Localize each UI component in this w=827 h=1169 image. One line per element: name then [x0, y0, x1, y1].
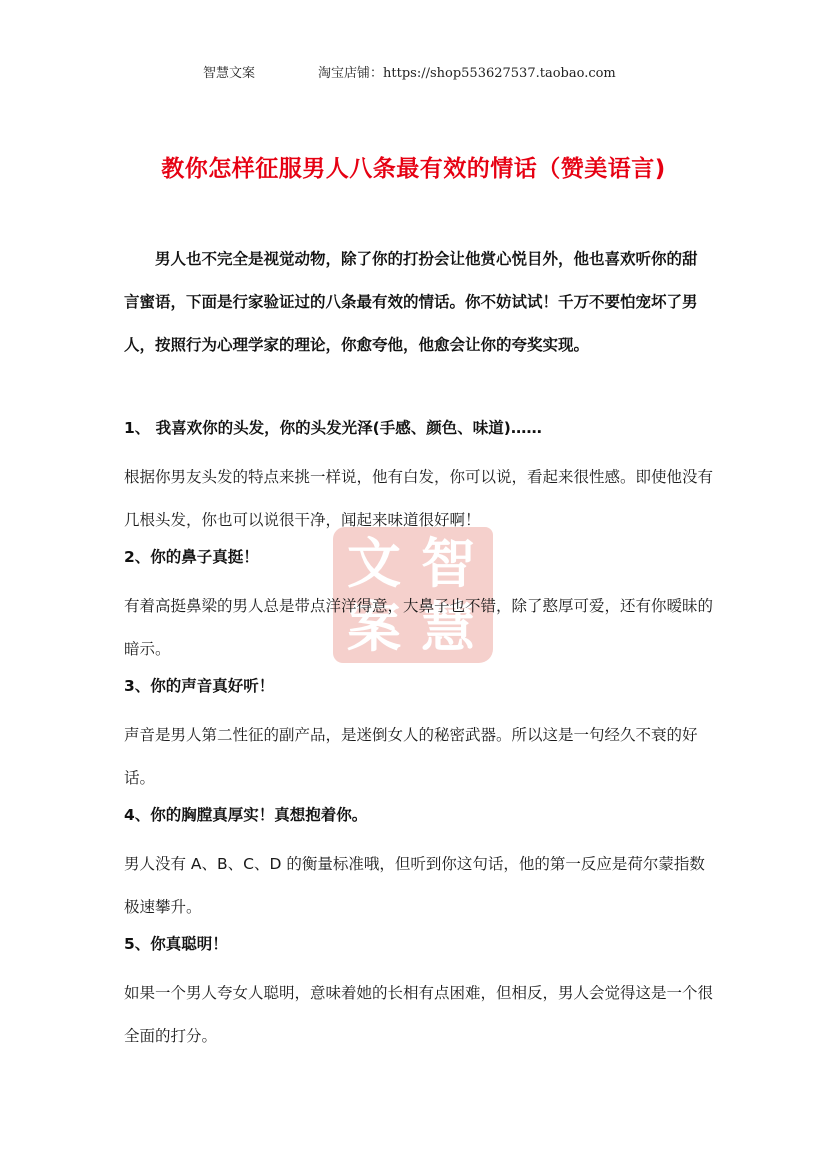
section-item: [124, 671, 714, 800]
section-body: 如果一个男人夸女人聪明，意味着她的长相有点困难，但相反，男人会觉得这是一个很全面的打分。: [124, 984, 714, 1045]
section-item: [124, 542, 714, 671]
section-heading: 3、你的声音真好听！: [124, 677, 275, 695]
seal-char: 慧: [421, 595, 475, 659]
section-heading: 1、 我喜欢你的头发，你的头发光泽(手感、颜色、味道)……: [124, 419, 542, 437]
document-title: 教你怎样征服男人八条最有效的情话（赞美语言): [161, 156, 666, 182]
section-item: [124, 800, 714, 929]
section-body: 声音是男人第二性征的副产品，是迷倒女人的秘密武器。所以这是一句经久不衰的好话。: [124, 726, 698, 787]
section-body: 根据你男友头发的特点来挑一样说，他有白发，你可以说，看起来很性感。即使他没有几根头发，你也可以说很干净，闻起来味道很好啊！: [124, 468, 714, 529]
header-brand: 智慧文案: [203, 66, 256, 81]
section-heading: 2、你的鼻子真挺！: [124, 548, 259, 566]
header-shop-link: 淘宝店铺：https://shop553627537.taobao.com: [318, 66, 616, 81]
intro-paragraph: 男人也不完全是视觉动物，除了你的打扮会让他赏心悦目外，他也喜欢听你的甜言蜜语，下面是行家验证过的八条最有效的情话。你不妨试试！千万不要怕宠坏了男人，按照行为心理学家的理论，你愈夸他，他愈会让你的夸奖实现。: [124, 250, 698, 354]
section-heading: 5、你真聪明！: [124, 935, 228, 953]
section-item: [124, 413, 714, 542]
seal-char: 文: [347, 531, 401, 595]
page-header: [0, 62, 827, 82]
section-heading: 4、你的胸膛真厚实！真想抱着你。: [124, 806, 368, 824]
section-item: [124, 929, 714, 1058]
seal-char: 智: [421, 531, 475, 595]
section-body: 男人没有 A、B、C、D 的衡量标准哦，但听到你这句话，他的第一反应是荷尔蒙指数极速攀升。: [124, 855, 705, 916]
section-body: 有着高挺鼻梁的男人总是带点洋洋得意，大鼻子也不错，除了憨厚可爱，还有你暧昧的暗示。: [124, 597, 714, 658]
sections-list: [124, 413, 714, 1058]
seal-char: 案: [347, 595, 401, 659]
